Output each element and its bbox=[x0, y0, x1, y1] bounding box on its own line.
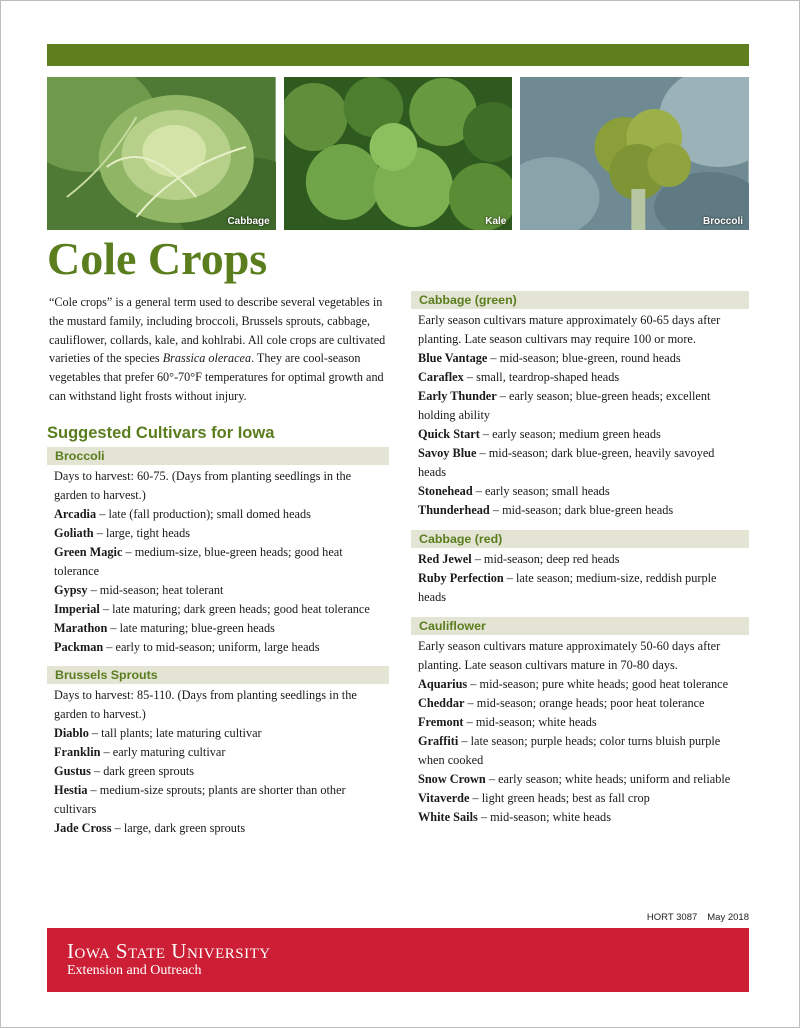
cultivar-entry bbox=[47, 581, 389, 600]
cultivar-list-broccoli bbox=[47, 505, 389, 657]
cultivar-description: – light green heads; best as fall crop bbox=[469, 791, 650, 805]
cultivar-entry bbox=[47, 819, 389, 838]
cultivar-description: – mid-season; deep red heads bbox=[471, 552, 620, 566]
cultivar-description: – dark green sprouts bbox=[90, 763, 195, 778]
header-bar bbox=[47, 44, 749, 66]
cultivar-name: Savoy Blue bbox=[418, 446, 477, 460]
harvest-note: Days to harvest: 60-75. (Days from planting seedlings in the garden to harvest.) bbox=[54, 468, 352, 502]
cultivar-description: – small, teardrop-shaped heads bbox=[463, 370, 620, 384]
cultivar-entry bbox=[411, 550, 749, 569]
cultivar-name: Snow Crown bbox=[418, 772, 486, 786]
cultivar-description: – early season; blue-green heads; excellent holding ability bbox=[418, 389, 711, 422]
photo-strip bbox=[47, 77, 749, 230]
subheading-cabbage-red: Cabbage (red) bbox=[411, 530, 749, 548]
intro-text: . They are cool-season vegetables that prefer 60°-70°F temperatures for optimal growth and can withstand light frosts without injury. bbox=[49, 351, 384, 403]
harvest-note: Days to harvest: 85-110. (Days from planting seedlings in the garden to harvest.) bbox=[54, 687, 357, 721]
subheading-cabbage-green: Cabbage (green) bbox=[411, 291, 749, 309]
photo-caption: Kale bbox=[485, 216, 507, 227]
photo-caption: Broccoli bbox=[703, 216, 744, 227]
cultivar-name: Quick Start bbox=[418, 427, 480, 441]
university-name: Iowa State University bbox=[67, 939, 271, 963]
cultivar-name: Goliath bbox=[54, 525, 94, 540]
publication-code: HORT 3087 bbox=[646, 912, 698, 923]
cultivar-name: Imperial bbox=[54, 601, 100, 616]
kale-photo bbox=[284, 77, 513, 230]
cultivar-description: – late season; purple heads; color turns bluish purple when cooked bbox=[418, 734, 721, 767]
cultivar-description: – medium-size, blue-green heads; good heat tolerance bbox=[54, 544, 343, 578]
cultivar-entry bbox=[411, 569, 749, 607]
cultivar-name: Marathon bbox=[54, 620, 108, 635]
cultivar-entry bbox=[411, 501, 749, 520]
cultivar-entry bbox=[47, 781, 389, 819]
cultivar-description: – late (fall production); small domed heads bbox=[96, 506, 311, 521]
university-wordmark bbox=[67, 939, 271, 963]
cultivar-entry bbox=[47, 762, 389, 781]
cultivar-entry bbox=[411, 789, 749, 808]
intro-paragraph bbox=[47, 293, 389, 406]
subheading-brussels-sprouts: Brussels Sprouts bbox=[47, 666, 389, 684]
cultivar-description: – mid-season; dark blue-green heads bbox=[489, 503, 674, 517]
cultivar-name: Jade Cross bbox=[54, 820, 112, 835]
cultivar-description: – mid-season; orange heads; poor heat tolerance bbox=[464, 696, 705, 710]
cultivar-description: – late maturing; blue-green heads bbox=[107, 620, 275, 635]
subheading-broccoli: Broccoli bbox=[47, 447, 389, 465]
cultivar-description: – early season; medium green heads bbox=[479, 427, 661, 441]
suggested-cultivars-heading: Suggested Cultivars for Iowa bbox=[47, 423, 275, 442]
cultivar-description: – mid-season; pure white heads; good heat tolerance bbox=[467, 677, 729, 691]
cultivar-name: Fremont bbox=[418, 715, 464, 729]
photo-caption: Cabbage bbox=[227, 216, 270, 227]
cultivar-entry bbox=[47, 743, 389, 762]
cultivar-list-cabbage-green bbox=[411, 349, 749, 520]
cultivar-description: – medium-size sprouts; plants are shorter than other cultivars bbox=[54, 782, 346, 816]
cultivar-name: Early Thunder bbox=[418, 389, 497, 403]
cultivar-entry bbox=[411, 387, 749, 425]
cultivar-name: Cheddar bbox=[418, 696, 465, 710]
cultivar-name: Ruby Perfection bbox=[418, 571, 504, 585]
cultivar-description: – large, tight heads bbox=[93, 525, 191, 540]
cultivar-entry bbox=[411, 770, 749, 789]
page-title: Cole Crops bbox=[47, 233, 268, 284]
cultivar-entry bbox=[47, 619, 389, 638]
cultivar-entry bbox=[47, 638, 389, 657]
cultivar-name: Green Magic bbox=[54, 544, 123, 559]
cultivar-name: Thunderhead bbox=[418, 503, 490, 517]
cultivar-description: – late maturing; dark green heads; good heat tolerance bbox=[99, 601, 370, 616]
cultivar-description: – early season; white heads; uniform and reliable bbox=[485, 772, 731, 786]
subheading-cauliflower: Cauliflower bbox=[411, 617, 749, 635]
cultivar-name: Gustus bbox=[54, 763, 91, 778]
cultivar-entry bbox=[47, 600, 389, 619]
cultivar-description: – mid-season; white heads bbox=[463, 715, 597, 729]
cultivar-name: Gypsy bbox=[54, 582, 88, 597]
left-column bbox=[47, 293, 389, 838]
cultivar-name: Graffiti bbox=[418, 734, 459, 748]
broccoli-photo bbox=[520, 77, 749, 230]
cultivar-entry bbox=[411, 675, 749, 694]
cultivar-description: – mid-season; dark blue-green, heavily savoyed heads bbox=[418, 446, 715, 479]
cultivar-list-cauliflower bbox=[411, 675, 749, 827]
species-name: Brassica oleracea bbox=[162, 351, 252, 366]
cultivar-list-cabbage-red bbox=[411, 550, 749, 607]
cultivar-entry bbox=[47, 543, 389, 581]
maturity-note: Early season cultivars mature approximately 60-65 days after planting. Late season cultivars may require 100 or more. bbox=[418, 313, 721, 346]
cultivar-entry bbox=[411, 482, 749, 501]
cultivar-name: Vitaverde bbox=[418, 791, 470, 805]
cultivar-entry bbox=[411, 368, 749, 387]
cultivar-name: Packman bbox=[54, 639, 104, 654]
cultivar-entry bbox=[47, 524, 389, 543]
cultivar-name: Franklin bbox=[54, 744, 101, 759]
cultivar-entry bbox=[411, 694, 749, 713]
cultivar-entry bbox=[411, 732, 749, 770]
publication-date: May 2018 bbox=[707, 912, 749, 923]
cultivar-entry bbox=[47, 505, 389, 524]
cultivar-description: – early maturing cultivar bbox=[100, 744, 226, 759]
cultivar-name: Blue Vantage bbox=[418, 351, 488, 365]
footer-banner bbox=[47, 928, 749, 992]
cultivar-name: Stonehead bbox=[418, 484, 473, 498]
cultivar-description: – mid-season; white heads bbox=[477, 810, 611, 824]
cultivar-name: Aquarius bbox=[418, 677, 468, 691]
cultivar-description: – mid-season; heat tolerant bbox=[87, 582, 224, 597]
cabbage-photo bbox=[47, 77, 276, 230]
cultivar-entry bbox=[411, 425, 749, 444]
intro-text: “Cole crops” is a general term used to describe several vegetables in the mustard family, including broccoli, Brussels sprouts, cabbage, cauliflower, collards, kale, and kohlrabi. All cole crops are cultivated varieties of the species bbox=[49, 295, 386, 366]
cultivar-entry bbox=[411, 713, 749, 732]
cultivar-name: Arcadia bbox=[54, 506, 97, 521]
right-column bbox=[411, 291, 749, 827]
cultivar-list-brussels-sprouts bbox=[47, 724, 389, 838]
cultivar-name: Caraflex bbox=[418, 370, 464, 384]
cultivar-name: White Sails bbox=[418, 810, 478, 824]
cultivar-name: Hestia bbox=[54, 782, 88, 797]
cultivar-description: – tall plants; late maturing cultivar bbox=[88, 725, 262, 740]
cultivar-description: – early season; small heads bbox=[472, 484, 610, 498]
cultivar-entry bbox=[411, 349, 749, 368]
maturity-note: Early season cultivars mature approximately 50-60 days after planting. Late season cultivars mature in 70-80 days. bbox=[418, 639, 721, 672]
cultivar-description: – early to mid-season; uniform, large heads bbox=[103, 639, 320, 654]
extension-label: Extension and Outreach bbox=[67, 963, 202, 978]
publication-info bbox=[647, 912, 749, 923]
cultivar-description: – late season; medium-size, reddish purple heads bbox=[418, 571, 717, 604]
cultivar-name: Red Jewel bbox=[418, 552, 472, 566]
cultivar-description: – mid-season; blue-green, round heads bbox=[487, 351, 681, 365]
cultivar-entry bbox=[47, 724, 389, 743]
cultivar-entry bbox=[411, 444, 749, 482]
cultivar-entry bbox=[411, 808, 749, 827]
cultivar-description: – large, dark green sprouts bbox=[111, 820, 246, 835]
cultivar-name: Diablo bbox=[54, 725, 89, 740]
